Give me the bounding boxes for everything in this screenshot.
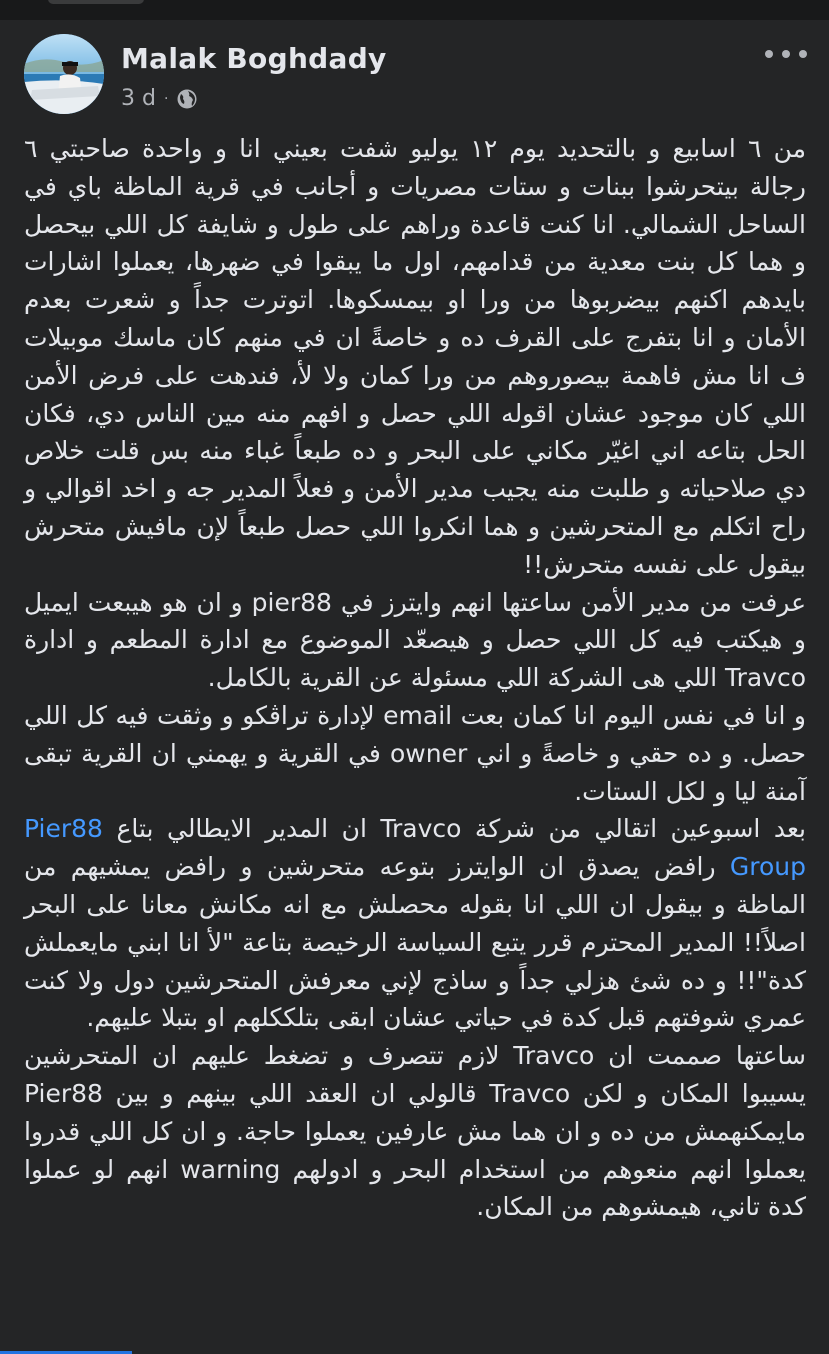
post-card xyxy=(0,20,829,1354)
post-header xyxy=(0,20,829,130)
post-paragraph: ساعتها صممت ان Travco لازم تتصرف و تضغط عليهم ان المتحرشين يسيبوا المكان و لكن Travco قالولي ان العقد اللي بينهم و بين Pier88 مايمكنهمش من ده و ان هما مش عارفين يعملوا حاجة. و ان كل اللي قدروا يعملوا انهم منعوهم من استخدام البحر و ادولهم warning انهم لو عملوا كدة تاني، هيمشوهم من المكان. xyxy=(24,1041,806,1222)
meta-separator: · xyxy=(163,90,169,107)
post-paragraph: عرفت من مدير الأمن ساعتها انهم وايترز في pier88 و ان هو هيبعت ايميل و هيكتب فيه كل اللي حصل و هيصعّد الموضوع مع ادارة المطعم و ادارة Travco اللي هى الشركة اللي مسئولة عن القرية بالكامل. xyxy=(24,587,806,693)
globe-icon xyxy=(176,88,198,110)
more-horizontal-icon xyxy=(765,50,773,58)
post-time[interactable]: 3 d xyxy=(121,86,156,111)
paragraph-text: رافض يصدق ان الوايترز بتوعه متحرشين و رافض يمشيهم من الماظة و بيقول ان اللي انا بقوله محصلش مع انه مكانش معانا على البحر اصلاً!! المدير المحترم قرر يتبع السياسة الرخيصة بتاعة "لأ انا ابني مايعملش كدة"!! و ده شئ هزلي جداً و ساذج لإني معرفش المتحرشين دول ولا كنت عمري شوفتهم قبل كدة في حياتي عشان ابقى بتلككلهم او بتبلا عليهم. xyxy=(24,852,806,1033)
pier88-group-mention-link[interactable]: Pier88 Group xyxy=(24,814,806,882)
avatar-photo xyxy=(24,34,104,114)
post-paragraph xyxy=(24,810,806,1037)
post-meta xyxy=(121,86,198,111)
paragraph-text: بعد اسبوعين اتقالي من شركة Travco ان المدير الايطالي بتاع xyxy=(102,814,806,844)
post-text xyxy=(24,130,806,1226)
more-options-button[interactable] xyxy=(765,42,807,66)
top-strip xyxy=(0,0,829,20)
avatar[interactable] xyxy=(24,34,104,114)
post-paragraph: و انا في نفس اليوم انا كمان بعت email لإدارة تراڤكو و وثقت فيه كل اللي حصل. و ده حقي و خاصةً و اني owner في القرية و يهمني ان القرية تبقى آمنة ليا و لكل الستات. xyxy=(24,700,807,806)
post-paragraph: من ٦ اسابيع و بالتحديد يوم ١٢ يوليو شفت بعيني انا و واحدة صاحبتي ٦ رجالة بيتحرشوا ببنات و ستات مصريات و أجانب في قرية الماظة باي في الساحل الشمالي. انا كنت قاعدة وراهم على طول و شايفة كل اللي بيحصل و هما كل بنت معدية من قدامهم، اول ما يبقوا في ضهرها، يعملوا اشارات بايدهم اكنهم بيضربوها من ورا او بيمسكوها. اتوترت جداً و شعرت بعدم الأمان و انا بتفرج على القرف ده و خاصةً ان في منهم كان ماسك موبيلات ف انا مش فاهمة بيصوروهم من ورا كمان ولا لأ، فندهت على فرض الأمن اللي كان موجود عشان اقوله اللي حصل و افهم منه مين الناس دي، فكان الحل بتاعه اني اغيّر مكاني على البحر و ده طبعاً غباء منه بس قلت خلاص دي صلاحياته و طلبت منه يجيب مدير الأمن و فعلاً المدير جه و اخد اقوالي و راح اتكلم مع المتحرشين و هما انكروا اللي حصل طبعاً لإن مافيش متحرش بيقول على نفسه متحرش!! xyxy=(24,134,806,579)
more-horizontal-icon xyxy=(799,50,807,58)
more-horizontal-icon xyxy=(782,50,790,58)
author-name[interactable]: Malak Boghdady xyxy=(121,42,387,75)
previous-element-edge xyxy=(48,0,144,4)
